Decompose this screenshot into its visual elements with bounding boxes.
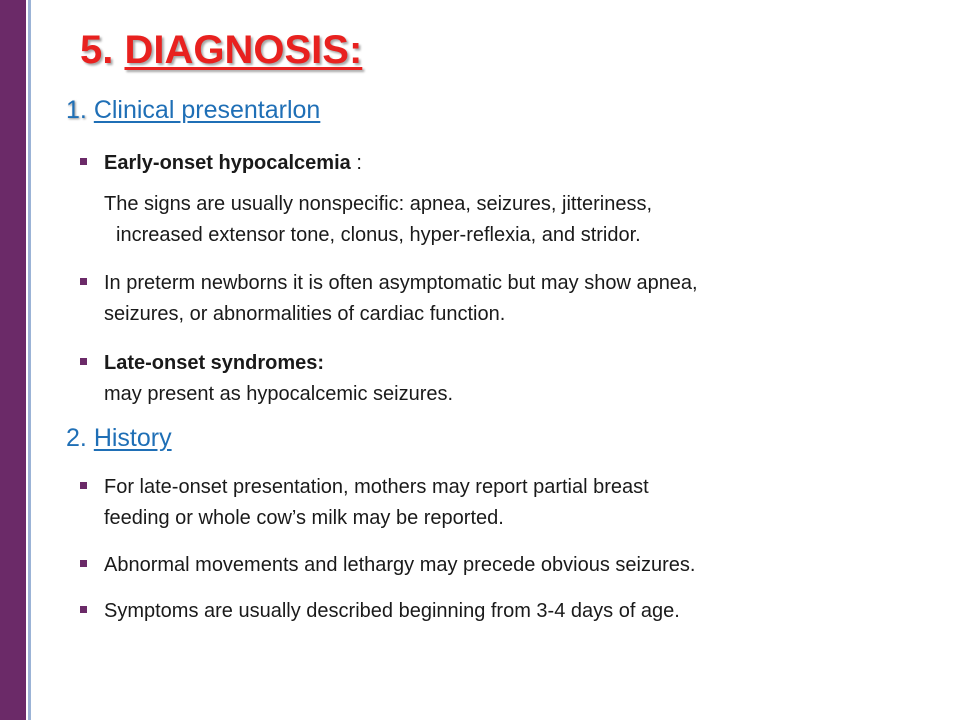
title-word: DIAGNOSIS:	[124, 28, 363, 72]
section-label: Clinical presentarlon	[93, 96, 321, 124]
square-bullet-icon	[80, 158, 87, 165]
list-item-history-2	[104, 550, 695, 581]
history-1-line-2: feeding or whole cow’s milk may be reported.	[104, 507, 504, 529]
signs-line-1: The signs are usually nonspecific: apnea, seizures, jitteriness,	[104, 193, 653, 215]
square-bullet-icon	[80, 482, 87, 489]
early-onset-colon: :	[350, 152, 362, 174]
history-2-text: Abnormal movements and lethargy may precede obvious seizures.	[104, 554, 696, 576]
list-item-history-3	[104, 596, 680, 627]
history-1-line-1: For late-onset presentation, mothers may report partial breast	[104, 476, 649, 498]
section-heading-clinical	[66, 96, 320, 125]
list-item-history-1	[104, 472, 649, 534]
early-onset-label: Early-onset hypocalcemia	[104, 152, 351, 174]
side-accent-bar	[0, 0, 26, 720]
late-onset-line-2: may present as hypocalcemic seizures.	[104, 383, 454, 405]
section-number: 1.	[66, 96, 87, 124]
section-label: History	[93, 424, 172, 452]
list-item-preterm	[104, 268, 698, 330]
preterm-line-2: seizures, or abnormalities of cardiac function.	[104, 303, 506, 325]
side-accent-line	[28, 0, 31, 720]
square-bullet-icon	[80, 606, 87, 613]
signs-line-2: increased extensor tone, clonus, hyper-reflexia, and stridor.	[116, 224, 641, 246]
list-item-early-onset	[104, 148, 362, 179]
slide-title	[80, 28, 362, 73]
history-3-text: Symptoms are usually described beginning from 3-4 days of age.	[104, 600, 680, 622]
signs-paragraph	[104, 189, 652, 251]
title-number: 5.	[80, 28, 114, 72]
square-bullet-icon	[80, 358, 87, 365]
square-bullet-icon	[80, 560, 87, 567]
square-bullet-icon	[80, 278, 87, 285]
list-item-late-onset	[104, 348, 453, 410]
section-heading-history	[66, 424, 172, 453]
preterm-line-1: In preterm newborns it is often asymptomatic but may show apnea,	[104, 272, 698, 294]
late-onset-label: Late-onset syndromes:	[104, 352, 325, 374]
section-number: 2.	[66, 424, 87, 452]
